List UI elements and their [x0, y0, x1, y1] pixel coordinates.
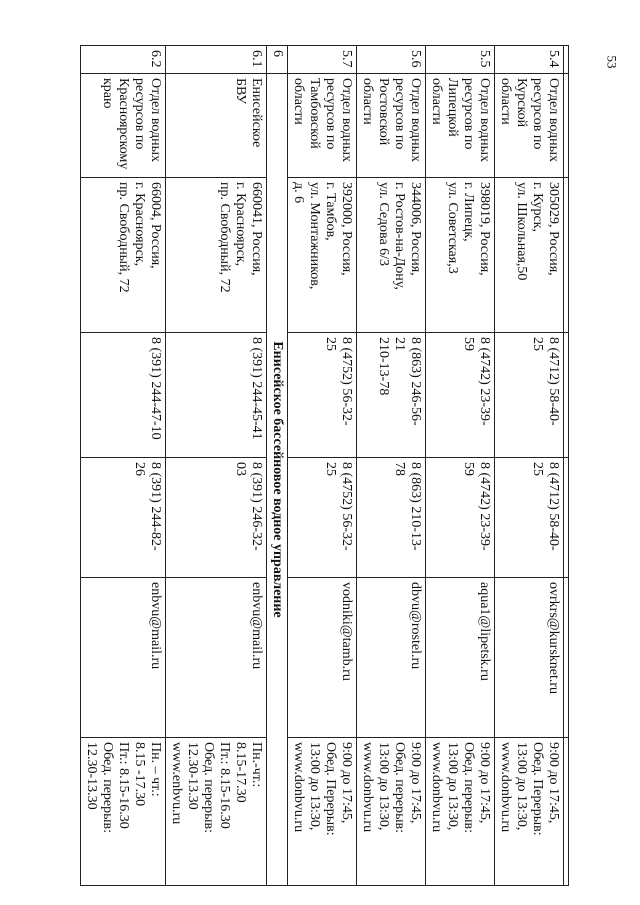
working-hours-text: Пн.-чт.: 8.15-17.30 Пт.: 8.15-16.30 Обед. перерыв: 12.30-13.30 www.enbvu.ru [169, 742, 264, 834]
row-number [288, 46, 357, 74]
postal-address-text: 398019, Россия, г. Липецк, ул. Советская,3 [445, 182, 492, 276]
row-number-text: 6.1 [249, 50, 264, 68]
table-top-edge [564, 46, 569, 886]
postal-address-text: 66004, Россия, г. Красноярск, пр. Свободный, 72 [116, 182, 163, 293]
working-hours [166, 738, 267, 886]
table-row [426, 46, 495, 886]
email-address-text: enbvu@mail.ru [249, 582, 264, 670]
table-row [357, 46, 426, 886]
postal-address [81, 178, 166, 333]
fax-number [426, 458, 495, 578]
department-name-text: Отдел водных ресурсов по Тамбовской области [291, 78, 354, 162]
department-name [166, 74, 267, 178]
fax-number [357, 458, 426, 578]
row-number [166, 46, 267, 74]
department-name-text: Енисейское БВУ [233, 78, 264, 148]
working-hours [357, 738, 426, 886]
working-hours-text: Пн. – чт.: 8.15 -17.30 Пт.: 8.15-16.30 Обед. перерыв: 12.30-13.30 [84, 742, 163, 834]
region-header-body [267, 46, 288, 886]
page-number: 53 [604, 55, 620, 69]
contacts-table [80, 45, 569, 886]
table-row [495, 46, 564, 886]
working-hours-text: 9:00 до 17:45, Обед. Перерыв: 13:00 до 13:30, www.donbvu.ru [498, 742, 561, 836]
email-address-text: enbvu@mail.ru [148, 582, 163, 670]
phone-number-text: 8 (4752) 56-32- 25 [323, 337, 354, 426]
rotated-table-container [61, 45, 569, 885]
fax-number [166, 458, 267, 578]
table-body-section-6 [81, 46, 267, 886]
fax-number [495, 458, 564, 578]
department-name-text: Отдел водных ресурсов по Красноярскому краю [100, 78, 163, 170]
table-body-section-5 [288, 46, 569, 886]
fax-number-text: 8 (4752) 56-32- 25 [323, 462, 354, 551]
phone-number-text: 8 (863) 246-56- 21 210-13-78 [376, 337, 423, 426]
email-address-text: aqua1@lipetsk.ru [477, 582, 492, 681]
phone-number [495, 333, 564, 458]
fax-number-text: 8 (391) 244-82- 26 [132, 462, 163, 551]
phone-number [357, 333, 426, 458]
row-number [357, 46, 426, 74]
row-number-text: 5.7 [339, 50, 354, 68]
department-name-text: Отдел водных ресурсов по Липецкой области [429, 78, 492, 162]
working-hours [426, 738, 495, 886]
department-name [495, 74, 564, 178]
row-number-text: 6.2 [148, 50, 163, 68]
fax-number-text: 8 (4712) 58-40- 25 [530, 462, 561, 551]
working-hours-text: 9:00 до 17:45, Обед. Перерыв: 13:00 до 13:30, www.donbvu.ru [291, 742, 354, 836]
phone-number [288, 333, 357, 458]
region-title: Енисейское бассейновое водное управление [267, 74, 288, 886]
postal-address-text: 305029, Россия, г. Курск, ул. Школьная,50 [514, 182, 561, 281]
department-name [81, 74, 166, 178]
department-name [426, 74, 495, 178]
phone-number-text: 8 (391) 244-47-10 [148, 337, 163, 440]
working-hours [81, 738, 166, 886]
postal-address [357, 178, 426, 333]
working-hours [288, 738, 357, 886]
region-number: 6 [267, 46, 288, 74]
email-address-text: vodniki@tamb.ru [339, 582, 354, 681]
postal-address-text: 660041, Россия, г. Красноярск, пр. Свободный, 72 [217, 182, 264, 293]
table-row [81, 46, 166, 886]
phone-number-text: 8 (391) 244-45-41 [249, 337, 264, 440]
email-address [288, 578, 357, 738]
phone-number [81, 333, 166, 458]
postal-address [288, 178, 357, 333]
phone-number-text: 8 (4742) 23-39- 59 [461, 337, 492, 426]
working-hours-text: 9:00 до 17:45, Обед. перерыв: 13:00 до 13:30, www.donbvu.ru [360, 742, 423, 834]
postal-address-text: 344006, Россия, г. Ростов-на-Дону, ул. Седова 6/3 [376, 182, 423, 290]
fax-number [81, 458, 166, 578]
row-number-text: 5.5 [477, 50, 492, 68]
email-address [495, 578, 564, 738]
postal-address [495, 178, 564, 333]
email-address [81, 578, 166, 738]
phone-number [166, 333, 267, 458]
email-address-text: ovrkrs@kursknet.ru [546, 582, 561, 695]
fax-number-text: 8 (391) 246-32- 03 [233, 462, 264, 551]
email-address-text: dbvu@rostel.ru [408, 582, 423, 670]
postal-address [426, 178, 495, 333]
working-hours-text: 9:00 до 17:45, Обед. перерыв: 13:00 до 13:30, www.donbvu.ru [429, 742, 492, 834]
row-number-text: 5.6 [408, 50, 423, 68]
department-name [288, 74, 357, 178]
email-address [426, 578, 495, 738]
department-name [357, 74, 426, 178]
fax-number-text: 8 (863) 210-13- 78 [392, 462, 423, 551]
working-hours [495, 738, 564, 886]
row-number [81, 46, 166, 74]
row-number [495, 46, 564, 74]
postal-address [166, 178, 267, 333]
phone-number-text: 8 (4712) 58-40- 25 [530, 337, 561, 426]
row-number-text: 5.4 [546, 50, 561, 68]
table-row [288, 46, 357, 886]
email-address [166, 578, 267, 738]
row-number [426, 46, 495, 74]
email-address [357, 578, 426, 738]
region-header-row [267, 46, 288, 886]
fax-number-text: 8 (4742) 23-39- 59 [461, 462, 492, 551]
phone-number [426, 333, 495, 458]
table-row [166, 46, 267, 886]
postal-address-text: 392000, Россия, г. Тамбов, ул. Монтажников, д. 6 [291, 182, 354, 290]
department-name-text: Отдел водных ресурсов по Ростовской области [360, 78, 423, 162]
fax-number [288, 458, 357, 578]
department-name-text: Отдел водных ресурсов по Курской области [498, 78, 561, 162]
